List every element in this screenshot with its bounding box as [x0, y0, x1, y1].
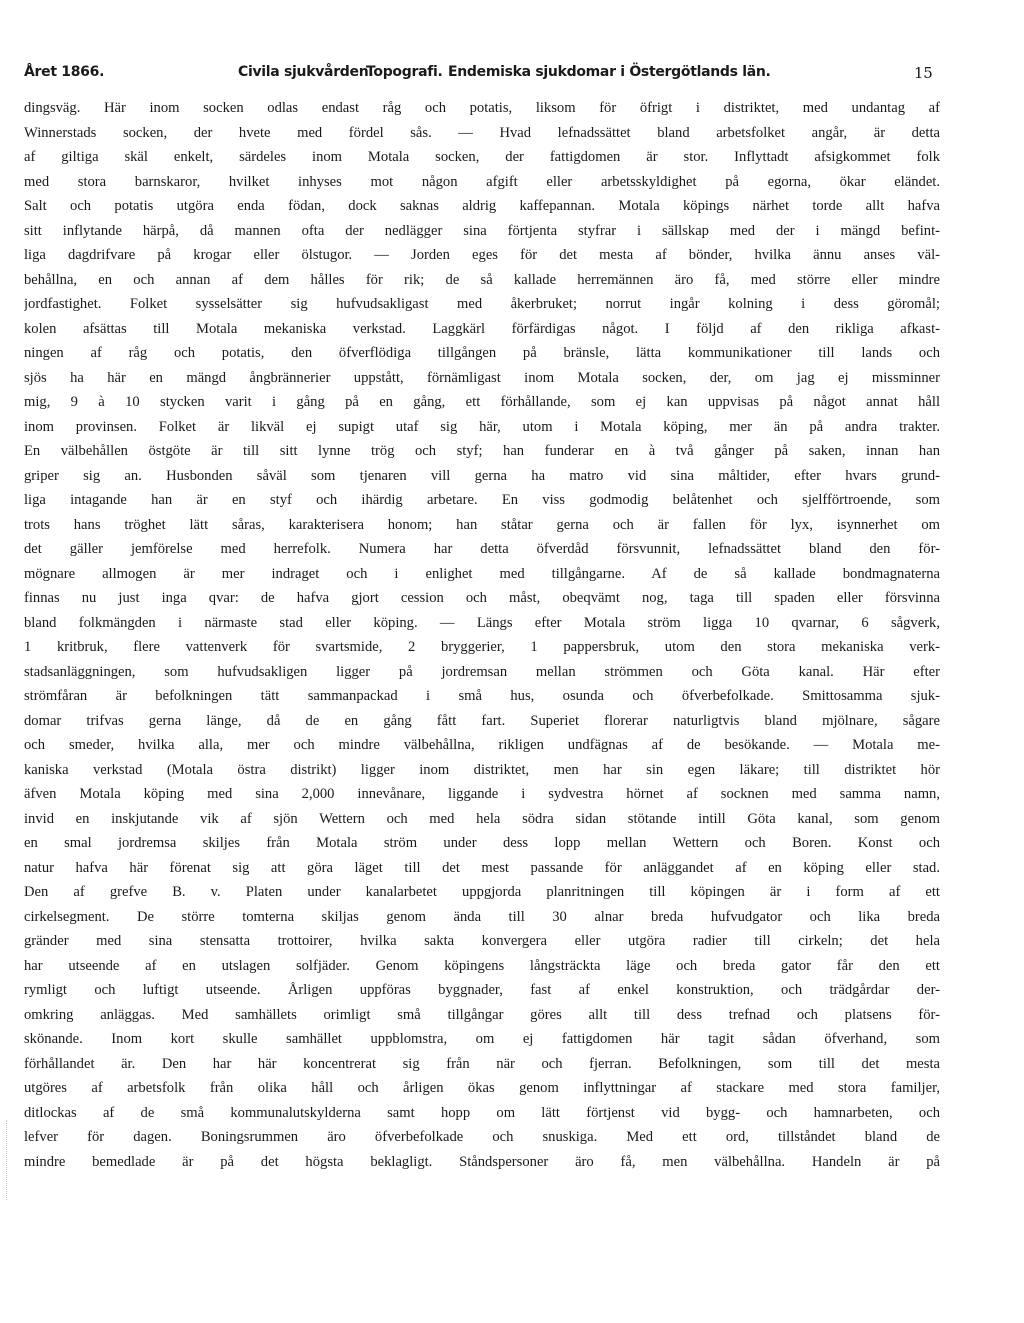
text-line: omkring anläggas. Med samhällets orimligt små tillgångar göres allt till dess trefnad och platsens för- [24, 1006, 940, 1023]
text-line: invid en inskjutande vik af sjön Wettern och med hela södra sidan stötande intill Göta kanal, som genom [24, 810, 940, 827]
text-line: griper sig an. Husbonden såväl som tjenaren vill gerna ha matro vid sina måltider, efter hvars grund- [24, 467, 940, 484]
text-line: sjös ha här en mängd ångbrännerier uppstått, förnämligast inom Motala socken, der, om jag ej missminner [24, 369, 940, 386]
text-line: ditlockas af de små kommunalutskylderna samt hopp om lätt förtjenst vid bygg- och hamnarbeten, och [24, 1104, 940, 1121]
text-line: finnas nu just inga qvar: de hafva gjort cession och måst, obeqvämt nog, taga till spaden eller försvinna [24, 590, 940, 606]
margin-scan-marks [6, 1120, 11, 1200]
text-line: af giltiga skäl enkelt, särdeles inom Motala socken, der fattigdomen är stor. Inflyttadt afsigkommet folk [24, 149, 940, 165]
text-line: dingsväg. Här inom socken odlas endast råg och potatis, liksom för öfrigt i distriktet, med undantag af [24, 100, 940, 116]
text-line: natur hafva här förenat sig att göra läget till det mest passande för anläggandet af en köping eller stad. [24, 859, 940, 876]
text-line: kolen afsättas till Motala mekaniska verkstad. Laggkärl förfärdigas något. I följd af den rikliga afkast- [24, 320, 940, 337]
header-section-topography: Topografi. [366, 64, 443, 80]
text-line: stadsanläggningen, som hufvudsakligen ligger på jordremsan mellan strömmen och Göta kanal. Här efter [24, 663, 940, 680]
page-number: 15 [914, 64, 933, 82]
text-line: en smal jordremsa skiljes från Motala ström under dess lopp mellan Wettern och Boren. Konst och [24, 835, 940, 851]
text-line: Den af grefve B. v. Platen under kanalarbetet uppgjorda planritningen till köpingen är i form af ett [24, 884, 940, 900]
text-line: behållna, en och annan af dem hålles för rik; de så kallade herremännen äro få, med större eller mindre [24, 271, 940, 288]
text-line: domar trifvas gerna länge, då de en gång fått fart. Superiet florerar naturligtvis bland mjölnare, sågare [24, 712, 940, 729]
text-line: mig, 9 à 10 stycken varit i gång på en gång, ett förhållande, som ej kan uppvisas på något annat håll [24, 394, 940, 410]
header-year: Året 1866. [24, 64, 105, 80]
text-line: liga dagdrifvare på krogar eller ölstugor. — Jorden eges för det mesta af bönder, hvilka ännu anses väl- [24, 247, 940, 263]
running-header [24, 64, 944, 86]
text-line: mindre bemedlade är på det högsta beklagligt. Ståndspersoner äro få, men välbehållna. Handeln är på [24, 1153, 940, 1170]
text-line: mögnare allmogen är mer indraget och i enlighet med tillgångarne. Af de så kallade bondmagnaterna [24, 565, 940, 582]
text-line: det gäller jemförelse med herrefolk. Numera har detta öfverdåd försvunnit, lefnadssättet bland den för- [24, 541, 940, 557]
text-line: En välbehållen östgöte är till sitt lynne trög och styf; han funderar en à två gånger på saken, innan han [24, 443, 940, 459]
text-line: inom provinsen. Folket är likväl ej supigt utaf sig här, utom i Motala köping, mer än på andra trakter. [24, 418, 940, 435]
text-line: Winnerstads socken, der hvete med fördel sås. — Hvad lefnadssättet bland arbetsfolket angår, är detta [24, 124, 940, 141]
text-line: ningen af råg och potatis, den öfverflödiga tillgången på bränsle, lätta kommunikationer till lands och [24, 345, 940, 361]
text-line: bland folkmängden i närmaste stad eller köping. — Längs efter Motala ström ligga 10 qvarnar, 6 sågverk, [24, 614, 940, 631]
text-line: liga intagande han är en styf och ihärdig arbetare. En viss godmodig belåtenhet och sjelfförtroende, som [24, 492, 940, 508]
text-line: med stora barnskaror, hvilket inhyses mot någon afgift eller arbetsskyldighet på egorna, ökar eländet. [24, 173, 940, 190]
text-line: sitt inflytande härpå, då mannen ofta der nedlägger sina förtjenta styfrar i sällskap med der i mängd befint- [24, 222, 940, 239]
text-line: äfven Motala köping med sina 2,000 innevånare, liggande i sydvestra hörnet af socknen med samma namn, [24, 786, 940, 802]
text-line: har utseende af en utslagen solfjäder. Genom köpingens långsträckta läge och breda gator får den ett [24, 957, 940, 974]
text-line: trots hans tröghet lätt såras, karakterisera honom; han ståtar gerna och är fallen för lyx, isynnerhet om [24, 516, 940, 533]
text-line: strömfåran är befolkningen tätt sammanpackad i små hus, osunda och öfverbefolkade. Smittosamma sjuk- [24, 688, 940, 704]
body-text [24, 96, 940, 1174]
text-line: lefver för dagen. Boningsrummen äro öfverbefolkade och snuskiga. Med ett ord, tillståndet bland de [24, 1129, 940, 1145]
text-line: 1 kritbruk, flere vattenverk för svartsmide, 2 bryggerier, 1 pappersbruk, utom den stora mekaniska verk- [24, 639, 940, 655]
text-line: utgöres af arbetsfolk från olika håll och årligen ökas genom inflyttningar af stackare med stora familjer, [24, 1080, 940, 1096]
text-line: kaniska verkstad (Motala östra distrikt) ligger inom distriktet, men har sin egen läkare; till distriktet hör [24, 761, 940, 778]
text-line: och smeder, hvilka alla, mer och mindre välbehållna, rikligen undfägnas af de besökande. — Motala me- [24, 737, 940, 753]
text-line: förhållandet är. Den har här koncentrerat sig från när och fjerran. Befolkningen, som till det mesta [24, 1055, 940, 1072]
text-line: jordfastighet. Folket sysselsätter sig hufvudsakligast med åkerbruket; norrut ingår kolning i dess göromål; [24, 296, 940, 312]
text-line: Salt och potatis utgöra enda födan, dock saknas aldrig kaffepannan. Motala köpings närhet torde allt hafva [24, 198, 940, 214]
text-line: cirkelsegment. De större tomterna skiljas genom ända till 30 alnar breda hufvudgator och lika breda [24, 908, 940, 925]
text-line: skönande. Inom kort skulle samhället uppblomstra, om ej fattigdomen här tagit sådan öfverhand, som [24, 1031, 940, 1047]
text-line: gränder med sina stensatta trottoirer, hvilka sakta konvergera eller utgöra radier till cirkeln; det hela [24, 933, 940, 949]
text-line: rymligt och luftigt utseende. Årligen uppföras byggnader, fast af enkel konstruktion, och trädgårdar der- [24, 982, 940, 998]
header-section-civil: Civila sjukvården. [238, 64, 374, 80]
header-section-endemic: Endemiska sjukdomar i Östergötlands län. [448, 64, 771, 80]
